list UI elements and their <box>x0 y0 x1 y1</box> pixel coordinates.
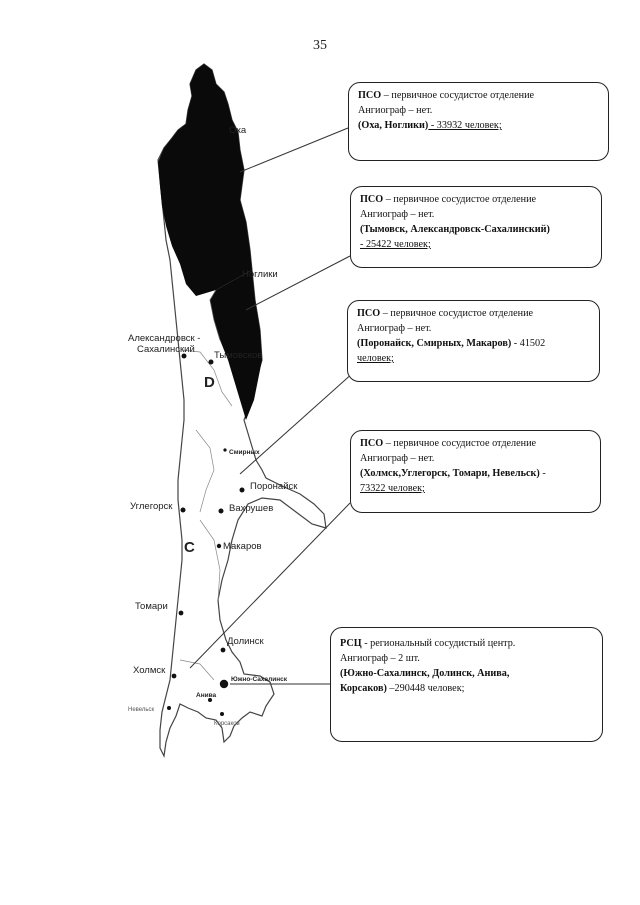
callout-pso-tymovsk <box>350 186 602 268</box>
town-label-dolinsk: Долинск <box>227 636 264 647</box>
town-label-poronaysk: Поронайск <box>250 481 298 492</box>
callout-abbr: РСЦ <box>340 638 362 649</box>
town-label-smirnykh: Смирных <box>229 449 260 456</box>
town-label-uglegorsk: Углегорск <box>130 501 173 512</box>
callout-desc: - региональный сосудистый центр. <box>361 638 516 649</box>
page-number: 35 <box>313 38 327 53</box>
town-label-aleksandrovsk-2: Сахалинский <box>137 344 195 355</box>
town-label-vakhrushev: Вахрушев <box>229 503 274 514</box>
callout-angiograph: Ангиограф – 2 шт. <box>340 653 420 664</box>
callout-population: - 33932 человек; <box>428 120 502 131</box>
callout-population: - 25422 человек; <box>360 239 431 250</box>
callout-pso-poronaysk <box>347 300 600 382</box>
callout-cities-2: Корсаков) <box>340 683 387 694</box>
callout-rsc-yuzhno-sakhalinsk <box>330 627 603 742</box>
callout-pso-okha-nogliki <box>348 82 609 161</box>
callout-cities: (Тымовск, Александровск-Сахалинский) <box>360 224 550 235</box>
region-label-c: C <box>184 539 195 556</box>
callout-cities: (Южно-Сахалинск, Долинск, Анива, <box>340 668 510 679</box>
callout-abbr: ПСО <box>358 90 382 101</box>
callout-pso-kholmsk <box>350 430 601 513</box>
callout-desc: – первичное сосудистое отделение <box>383 194 537 205</box>
region-label-d: D <box>204 374 215 391</box>
callout-angiograph: Ангиограф – нет. <box>360 209 435 220</box>
callout-angiograph: Ангиограф – нет. <box>357 323 432 334</box>
callout-population-unit: 73322 человек; <box>360 483 425 494</box>
town-label-tymovsk: Тымовсков <box>214 350 263 361</box>
callout-population: - 41502 <box>511 338 546 349</box>
town-label-aniva: Анива <box>196 692 217 699</box>
callout-angiograph: Ангиограф – нет. <box>358 105 433 116</box>
town-label-tomari: Томари <box>135 601 168 612</box>
callout-abbr: ПСО <box>360 438 384 449</box>
callout-desc: – первичное сосудистое отделение <box>381 90 535 101</box>
town-label-aleksandrovsk: Александровск - <box>128 333 201 344</box>
callout-population: –290448 человек; <box>386 683 465 694</box>
callout-cities: (Поронайск, Смирных, Макаров) <box>357 338 512 349</box>
callout-population: - <box>539 468 546 479</box>
town-label-kholmsk: Холмск <box>133 665 166 676</box>
callout-desc: – первичное сосудистое отделение <box>383 438 537 449</box>
callout-desc: – первичное сосудистое отделение <box>380 308 534 319</box>
town-label-okha: Оха <box>229 125 247 136</box>
town-label-yuzhno-sakhalinsk: Южно-Сахалинск <box>231 676 287 683</box>
callout-cities: (Оха, Ноглики) <box>358 120 429 131</box>
callout-cities: (Холмск,Углегорск, Томари, Невельск) <box>360 468 540 479</box>
callout-abbr: ПСО <box>360 194 384 205</box>
callout-angiograph: Ангиограф – нет. <box>360 453 435 464</box>
callout-population-unit: человек; <box>357 353 394 364</box>
callout-abbr: ПСО <box>357 308 381 319</box>
town-label-nevelsk: Невельск <box>128 707 155 713</box>
town-label-korsakov: Корсаков <box>214 721 240 727</box>
town-label-nogliki: Ноглики <box>242 269 278 280</box>
town-label-makarov: Макаров <box>223 541 262 552</box>
